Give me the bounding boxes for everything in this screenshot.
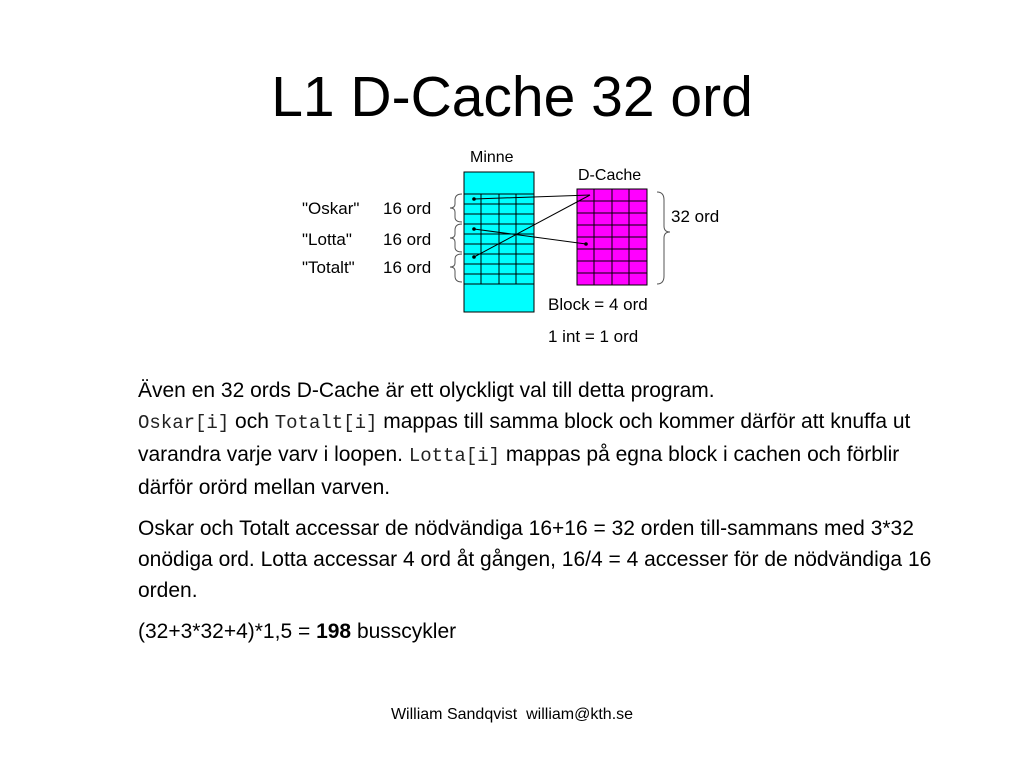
cache-size-label: 32 ord xyxy=(671,207,720,226)
code-oskar: Oskar[i] xyxy=(138,412,230,434)
code-totalt: Totalt[i] xyxy=(274,412,378,434)
array-size-lotta: 16 ord xyxy=(383,230,432,249)
memory-label: Minne xyxy=(470,149,514,166)
p1-text-d: mappas på egna block i cachen och förblir därför orörd mellan varven. xyxy=(138,443,900,499)
slide-title: L1 D-Cache 32 ord xyxy=(271,65,753,129)
paragraph-3 xyxy=(138,616,948,647)
p3-text-a: (32+3*32+4)*1,5 = xyxy=(138,620,317,643)
cache-label: D-Cache xyxy=(578,167,642,184)
code-lotta: Lotta[i] xyxy=(408,445,501,467)
array-size-totalt: 16 ord xyxy=(383,258,432,277)
array-size-oskar: 16 ord xyxy=(383,199,432,218)
p3-text-b: busscykler xyxy=(351,620,457,643)
p1-text-c: mappas till samma block och kommer därför att knuffa ut varandra varje varv i loopen. xyxy=(138,410,911,466)
array-label-lotta: "Lotta" xyxy=(302,230,352,249)
p1-text-b: och xyxy=(229,410,275,433)
body-text xyxy=(138,375,948,657)
cache-mapping-svg xyxy=(280,140,720,355)
paragraph-2: Oskar och Totalt accessar de nödvändiga 16+16 = 32 orden till-sammans med 3*32 onödiga ord. Lotta accessar 4 ord åt gången, 16/4 = 4 accesser för de nödvändiga 16 orden. xyxy=(138,517,932,602)
p1-text-a: Även en 32 ords D-Cache är ett olyckligt val till detta program. xyxy=(138,379,715,402)
left-braces xyxy=(450,194,462,282)
paragraph-1 xyxy=(138,375,948,503)
int-note: 1 int = 1 ord xyxy=(548,327,639,346)
array-label-oskar: "Oskar" xyxy=(302,199,360,218)
cache-diagram xyxy=(280,140,720,360)
block-note: Block = 4 ord xyxy=(548,295,648,314)
footer-author: William Sandqvist william@kth.se xyxy=(390,706,634,723)
right-brace xyxy=(657,192,670,284)
p3-result: 198 xyxy=(316,620,352,643)
array-label-totalt: "Totalt" xyxy=(302,258,355,277)
